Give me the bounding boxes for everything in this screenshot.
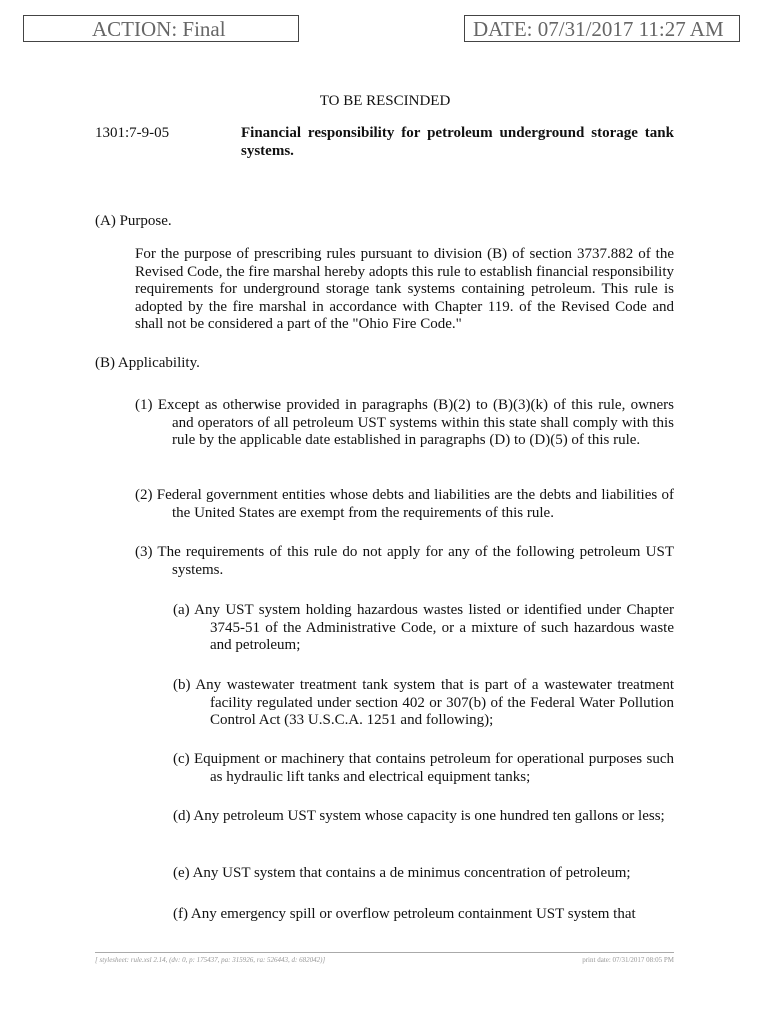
paragraph-b3f: (f) Any emergency spill or overflow petroleum containment UST system that	[173, 906, 636, 922]
paragraph-b3c: (c) Equipment or machinery that contains petroleum for operational purposes such as hydraulic lift tanks and electrical equipment tanks;	[173, 751, 674, 785]
rescinded-status: TO BE RESCINDED	[319, 93, 451, 109]
paragraph-b3a: (a) Any UST system holding hazardous wastes listed or identified under Chapter 3745-51 of the Administrative Code, or a mixture of such hazardous waste and petroleum;	[173, 602, 674, 654]
paragraph-b1: (1) Except as otherwise provided in paragraphs (B)(2) to (B)(3)(k) of this rule, owners and operators of all petroleum UST systems within this state shall comply with this rule by the applicable date established in paragraphs (D) to (D)(5) of this rule.	[135, 397, 674, 449]
date-box: DATE: 07/31/2017 11:27 AM	[464, 15, 740, 42]
section-a-heading: (A) Purpose.	[95, 213, 172, 229]
action-box: ACTION: Final	[23, 15, 299, 42]
footer-print-date: print date: 07/31/2017 08:05 PM	[582, 956, 674, 964]
paragraph-b3e: (e) Any UST system that contains a de minimus concentration of petroleum;	[173, 865, 631, 881]
paragraph-b2: (2) Federal government entities whose debts and liabilities are the debts and liabilities of the United States are exempt from the requirements of this rule.	[135, 487, 674, 521]
rule-title: Financial responsibility for petroleum underground storage tank systems.	[241, 125, 674, 159]
section-a-paragraph: For the purpose of prescribing rules pursuant to division (B) of section 3737.882 of the Revised Code, the fire marshal hereby adopts this rule to establish financial responsibility requirements for underground storage tank systems containing petroleum. This rule is adopted by the fire marshal in accordance with Chapter 119. of the Revised Code and shall not be considered a part of the "Ohio Fire Code."	[135, 246, 674, 333]
section-b-heading: (B) Applicability.	[95, 355, 200, 371]
paragraph-b3: (3) The requirements of this rule do not apply for any of the following petroleum UST systems.	[135, 544, 674, 578]
paragraph-b3d: (d) Any petroleum UST system whose capacity is one hundred ten gallons or less;	[173, 808, 665, 824]
paragraph-b3b: (b) Any wastewater treatment tank system that is part of a wastewater treatment facility regulated under section 402 or 307(b) of the Federal Water Pollution Control Act (33 U.S.C.A. 1251 and following);	[173, 677, 674, 729]
footer-stylesheet-info: [ stylesheet: rule.xsl 2.14, (dv: 0, p: 175437, pa: 315926, ra: 526443, d: 682042)]	[95, 956, 326, 964]
rule-number: 1301:7-9-05	[95, 125, 170, 141]
footer-divider	[95, 952, 674, 953]
